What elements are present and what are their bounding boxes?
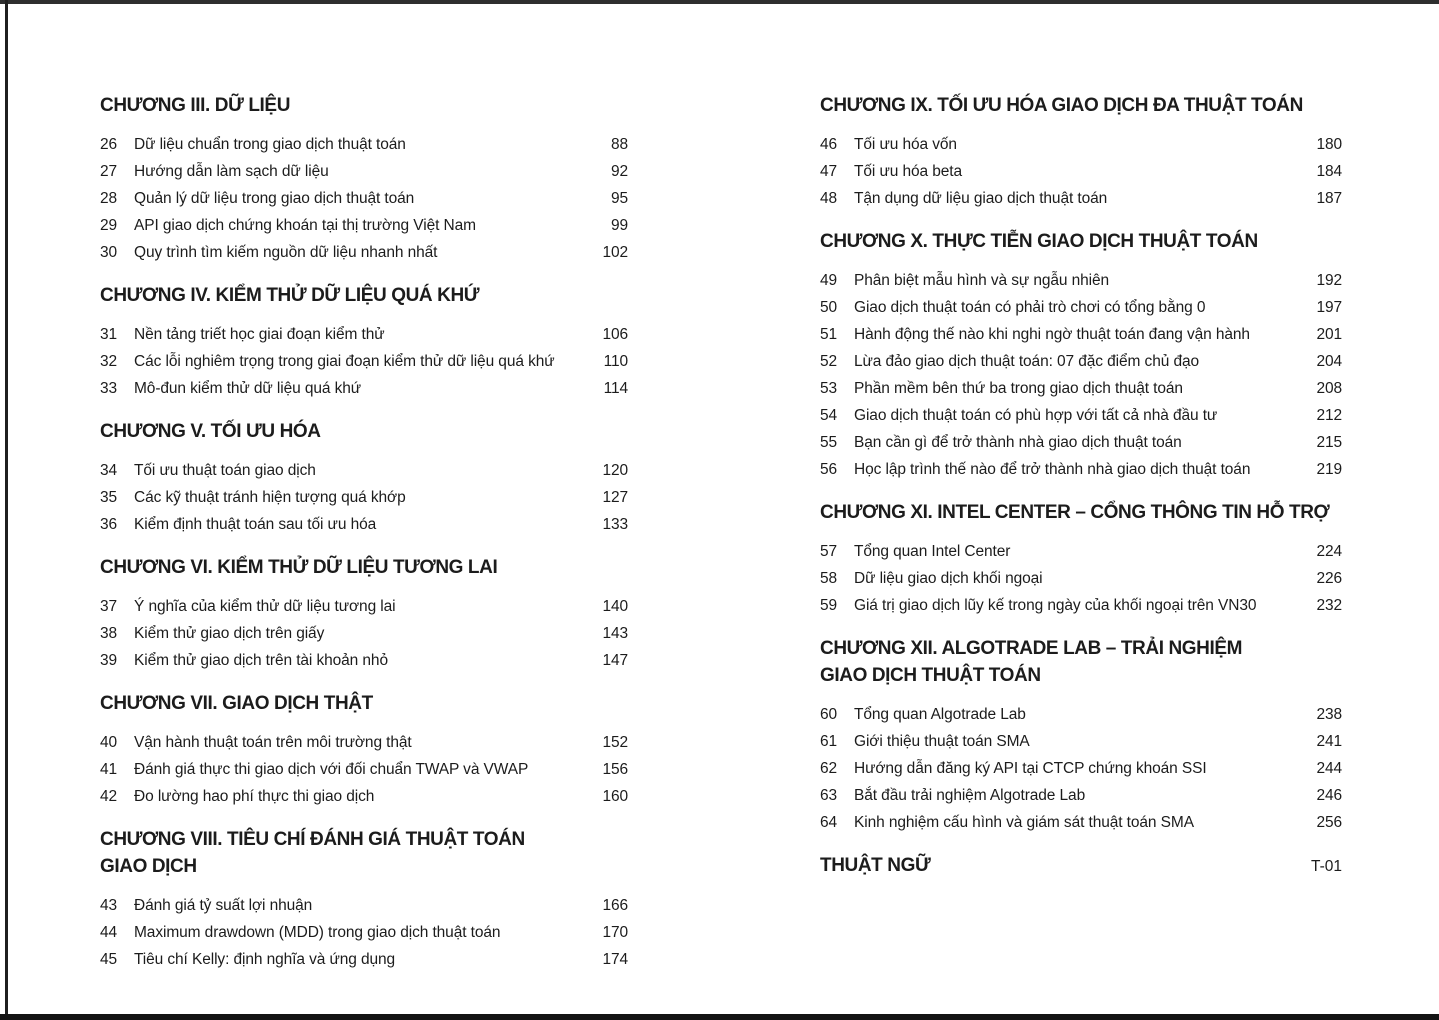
toc-section — [820, 635, 1342, 836]
entry-number: 32 — [100, 353, 118, 370]
entry-number: 58 — [820, 570, 838, 587]
toc-entry — [820, 565, 1342, 592]
entry-title: Tối ưu thuật toán giao dịch — [134, 462, 316, 479]
toc-entry — [820, 375, 1342, 402]
entry-page-number: 120 — [602, 462, 628, 479]
toc-entry — [820, 456, 1342, 483]
entry-title: Bắt đầu trải nghiệm Algotrade Lab — [854, 787, 1086, 804]
entry-page-number: 114 — [603, 380, 628, 397]
entry-title: Đánh giá tỷ suất lợi nhuận — [134, 897, 313, 914]
toc-section — [100, 418, 628, 538]
toc-entry — [820, 755, 1342, 782]
toc-items — [820, 701, 1342, 836]
entry-title: Kiểm thử giao dịch trên tài khoản nhỏ — [134, 652, 388, 669]
entry-number: 48 — [820, 190, 838, 207]
entry-number: 41 — [100, 761, 118, 778]
chapter-heading-row — [100, 418, 628, 445]
entry-page-number: 160 — [602, 788, 628, 805]
toc-entry — [100, 511, 628, 538]
entry-page-number: 174 — [602, 951, 628, 968]
toc-entry — [820, 267, 1342, 294]
entry-title: Mô-đun kiểm thử dữ liệu quá khứ — [134, 380, 362, 397]
entry-number: 29 — [100, 217, 118, 234]
entry-title: Dữ liệu chuẩn trong giao dịch thuật toán — [134, 136, 406, 153]
toc-column-right — [820, 92, 1342, 895]
entry-number: 40 — [100, 734, 118, 751]
entry-title: Học lập trình thế nào để trở thành nhà giao dịch thuật toán — [854, 461, 1251, 478]
toc-entry — [820, 592, 1342, 619]
entry-number: 54 — [820, 407, 838, 424]
toc-section — [820, 852, 1342, 879]
toc-section — [100, 92, 628, 266]
entry-page-number: 226 — [1316, 570, 1342, 587]
toc-entry — [820, 809, 1342, 836]
entry-title: Đánh giá thực thi giao dịch với đối chuẩn TWAP và VWAP — [134, 761, 529, 778]
entry-number: 30 — [100, 244, 118, 261]
toc-section — [820, 92, 1342, 212]
entry-title: Kinh nghiệm cấu hình và giám sát thuật toán SMA — [854, 814, 1194, 831]
toc-entry — [820, 429, 1342, 456]
entry-title: Hành động thế nào khi nghi ngờ thuật toán đang vận hành — [854, 326, 1250, 343]
chapter-heading-row — [820, 852, 1342, 879]
entry-number: 50 — [820, 299, 838, 316]
toc-items — [100, 729, 628, 810]
toc-entry — [100, 593, 628, 620]
entry-number: 46 — [820, 136, 838, 153]
entry-page-number: 95 — [610, 190, 628, 207]
toc-entry — [100, 946, 628, 973]
entry-number: 37 — [100, 598, 118, 615]
entry-number: 64 — [820, 814, 838, 831]
entry-page-number: 187 — [1316, 190, 1342, 207]
entry-title: Quản lý dữ liệu trong giao dịch thuật toán — [134, 190, 415, 207]
page-edge-left — [5, 0, 8, 1020]
chapter-heading-row — [100, 282, 628, 309]
entry-title: Các kỹ thuật tránh hiện tượng quá khớp — [134, 489, 406, 506]
entry-title: Giá trị giao dịch lũy kế trong ngày của khối ngoại trên VN30 — [854, 597, 1257, 614]
toc-entry — [820, 131, 1342, 158]
entry-page-number: 208 — [1316, 380, 1342, 397]
entry-title: Các lỗi nghiêm trọng trong giai đoạn kiểm thử dữ liệu quá khứ — [134, 353, 555, 370]
entry-title: Nền tảng triết học giai đoạn kiểm thử — [134, 326, 385, 343]
entry-page-number: 102 — [602, 244, 628, 261]
entry-title: API giao dịch chứng khoán tại thị trường Việt Nam — [134, 217, 476, 234]
toc-entry — [820, 294, 1342, 321]
entry-page-number: 99 — [610, 217, 628, 234]
toc-items — [100, 131, 628, 266]
entry-title: Giao dịch thuật toán có phải trò chơi có tổng bằng 0 — [854, 299, 1206, 316]
chapter-title: CHƯƠNG V. TỐI ƯU HÓA — [100, 421, 321, 442]
toc-entry — [100, 212, 628, 239]
entry-title: Tận dụng dữ liệu giao dịch thuật toán — [854, 190, 1108, 207]
toc-entry — [100, 321, 628, 348]
entry-page-number: 184 — [1316, 163, 1342, 180]
toc-items — [820, 267, 1342, 483]
entry-page-number: 204 — [1316, 353, 1342, 370]
entry-number: 45 — [100, 951, 118, 968]
entry-page-number: 215 — [1316, 434, 1342, 451]
entry-number: 26 — [100, 136, 118, 153]
entry-number: 34 — [100, 462, 118, 479]
chapter-title: CHƯƠNG VI. KIỂM THỬ DỮ LIỆU TƯƠNG LAI — [100, 557, 498, 578]
chapter-heading-row — [100, 690, 628, 717]
chapter-title: CHƯƠNG XII. ALGOTRADE LAB – TRẢI NGHIỆM GIAO DỊCH THUẬT TOÁN — [820, 638, 1243, 686]
toc-entry — [820, 185, 1342, 212]
chapter-heading-row — [820, 228, 1342, 255]
chapter-title: CHƯƠNG IX. TỐI ƯU HÓA GIAO DỊCH ĐA THUẬT TOÁN — [820, 95, 1303, 116]
entry-page-number: 92 — [610, 163, 628, 180]
entry-title: Tổng quan Algotrade Lab — [854, 706, 1026, 723]
chapter-heading-row — [820, 635, 1342, 689]
page-edge-bottom — [0, 1014, 1439, 1020]
entry-page-number: 166 — [602, 897, 628, 914]
toc-items — [100, 892, 628, 973]
entry-title: Lừa đảo giao dịch thuật toán: 07 đặc điểm chủ đạo — [854, 353, 1200, 370]
toc-entry — [100, 647, 628, 674]
toc-section — [820, 499, 1342, 619]
entry-title: Ý nghĩa của kiểm thử dữ liệu tương lai — [134, 598, 396, 615]
entry-page-number: 246 — [1316, 787, 1342, 804]
entry-number: 42 — [100, 788, 118, 805]
chapter-page-number: T-01 — [1310, 858, 1342, 875]
toc-items — [100, 321, 628, 402]
entry-number: 43 — [100, 897, 118, 914]
entry-title: Phần mềm bên thứ ba trong giao dịch thuật toán — [854, 380, 1183, 397]
entry-title: Kiểm định thuật toán sau tối ưu hóa — [134, 516, 377, 533]
toc-entry — [100, 457, 628, 484]
entry-title: Maximum drawdown (MDD) trong giao dịch thuật toán — [134, 924, 501, 941]
toc-items — [820, 538, 1342, 619]
entry-page-number: 156 — [602, 761, 628, 778]
entry-number: 33 — [100, 380, 118, 397]
chapter-title: CHƯƠNG XI. INTEL CENTER – CỔNG THÔNG TIN HỖ TRỢ — [820, 502, 1330, 523]
toc-entry — [100, 919, 628, 946]
toc-entry — [820, 782, 1342, 809]
entry-page-number: 140 — [602, 598, 628, 615]
toc-section — [820, 228, 1342, 483]
entry-number: 28 — [100, 190, 118, 207]
toc-entry — [100, 729, 628, 756]
toc-section — [100, 690, 628, 810]
toc-entry — [820, 538, 1342, 565]
toc-entry — [820, 158, 1342, 185]
chapter-title: THUẬT NGỮ — [820, 855, 931, 876]
entry-number: 63 — [820, 787, 838, 804]
entry-number: 59 — [820, 597, 838, 614]
chapter-title: CHƯƠNG VIII. TIÊU CHÍ ĐÁNH GIÁ THUẬT TOÁN GIAO DỊCH — [100, 829, 525, 877]
entry-page-number: 201 — [1316, 326, 1342, 343]
entry-number: 53 — [820, 380, 838, 397]
entry-title: Tổng quan Intel Center — [854, 543, 1011, 560]
toc-section — [100, 826, 628, 973]
entry-title: Quy trình tìm kiếm nguồn dữ liệu nhanh nhất — [134, 244, 438, 261]
entry-number: 61 — [820, 733, 838, 750]
entry-page-number: 212 — [1316, 407, 1342, 424]
toc-entry — [820, 728, 1342, 755]
toc-entry — [820, 701, 1342, 728]
entry-title: Giao dịch thuật toán có phù hợp với tất cả nhà đầu tư — [854, 407, 1218, 424]
entry-page-number: 147 — [602, 652, 628, 669]
entry-number: 55 — [820, 434, 838, 451]
toc-entry — [820, 348, 1342, 375]
toc-entry — [100, 484, 628, 511]
entry-page-number: 241 — [1316, 733, 1342, 750]
entry-page-number: 238 — [1316, 706, 1342, 723]
toc-items — [100, 593, 628, 674]
entry-title: Đo lường hao phí thực thi giao dịch — [134, 788, 375, 805]
toc-column-left — [100, 92, 628, 989]
page-edge-top — [0, 0, 1439, 4]
toc-entry — [100, 131, 628, 158]
entry-number: 31 — [100, 326, 118, 343]
entry-number: 36 — [100, 516, 118, 533]
entry-title: Giới thiệu thuật toán SMA — [854, 733, 1030, 750]
entry-page-number: 152 — [602, 734, 628, 751]
entry-page-number: 219 — [1316, 461, 1342, 478]
chapter-heading-row — [100, 554, 628, 581]
toc-entry — [100, 375, 628, 402]
entry-number: 56 — [820, 461, 838, 478]
entry-title: Dữ liệu giao dịch khối ngoại — [854, 570, 1043, 587]
toc-section — [100, 554, 628, 674]
entry-number: 27 — [100, 163, 118, 180]
entry-page-number: 224 — [1316, 543, 1342, 560]
entry-number: 62 — [820, 760, 838, 777]
toc-entry — [100, 783, 628, 810]
toc-entry — [100, 185, 628, 212]
entry-page-number: 88 — [610, 136, 628, 153]
entry-title: Kiểm thử giao dịch trên giấy — [134, 625, 325, 642]
entry-title: Phân biệt mẫu hình và sự ngẫu nhiên — [854, 272, 1110, 289]
entry-number: 35 — [100, 489, 118, 506]
chapter-heading-row — [100, 826, 628, 880]
entry-page-number: 133 — [602, 516, 628, 533]
entry-number: 47 — [820, 163, 838, 180]
entry-title: Hướng dẫn đăng ký API tại CTCP chứng khoán SSI — [854, 760, 1207, 777]
toc-entry — [100, 620, 628, 647]
entry-page-number: 197 — [1316, 299, 1342, 316]
toc-items — [820, 131, 1342, 212]
chapter-heading-row — [820, 92, 1342, 119]
toc-entry — [100, 158, 628, 185]
entry-page-number: 256 — [1316, 814, 1342, 831]
entry-page-number: 244 — [1316, 760, 1342, 777]
entry-page-number: 127 — [602, 489, 628, 506]
toc-entry — [100, 892, 628, 919]
entry-number: 51 — [820, 326, 838, 343]
entry-title: Bạn cần gì để trở thành nhà giao dịch thuật toán — [854, 434, 1182, 451]
entry-number: 49 — [820, 272, 838, 289]
entry-number: 57 — [820, 543, 838, 560]
entry-page-number: 180 — [1316, 136, 1342, 153]
entry-title: Tiêu chí Kelly: định nghĩa và ứng dụng — [134, 951, 396, 968]
toc-entry — [100, 756, 628, 783]
entry-title: Tối ưu hóa vốn — [854, 136, 957, 153]
toc-section — [100, 282, 628, 402]
entry-number: 52 — [820, 353, 838, 370]
entry-title: Tối ưu hóa beta — [854, 163, 962, 180]
chapter-title: CHƯƠNG IV. KIỂM THỬ DỮ LIỆU QUÁ KHỨ — [100, 285, 480, 306]
entry-page-number: 170 — [602, 924, 628, 941]
entry-page-number: 192 — [1316, 272, 1342, 289]
entry-number: 38 — [100, 625, 118, 642]
chapter-title: CHƯƠNG VII. GIAO DỊCH THẬT — [100, 693, 373, 714]
toc-entry — [820, 321, 1342, 348]
toc-items — [100, 457, 628, 538]
entry-page-number: 110 — [603, 353, 628, 370]
toc-entry — [100, 239, 628, 266]
chapter-title: CHƯƠNG X. THỰC TIỄN GIAO DỊCH THUẬT TOÁN — [820, 231, 1258, 252]
entry-page-number: 143 — [602, 625, 628, 642]
entry-page-number: 106 — [602, 326, 628, 343]
chapter-heading-row — [820, 499, 1342, 526]
entry-number: 60 — [820, 706, 838, 723]
entry-number: 39 — [100, 652, 118, 669]
chapter-heading-row — [100, 92, 628, 119]
entry-page-number: 232 — [1316, 597, 1342, 614]
chapter-title: CHƯƠNG III. DỮ LIỆU — [100, 95, 291, 116]
toc-entry — [100, 348, 628, 375]
entry-title: Vận hành thuật toán trên môi trường thật — [134, 734, 412, 751]
toc-entry — [820, 402, 1342, 429]
entry-title: Hướng dẫn làm sạch dữ liệu — [134, 163, 329, 180]
entry-number: 44 — [100, 924, 118, 941]
